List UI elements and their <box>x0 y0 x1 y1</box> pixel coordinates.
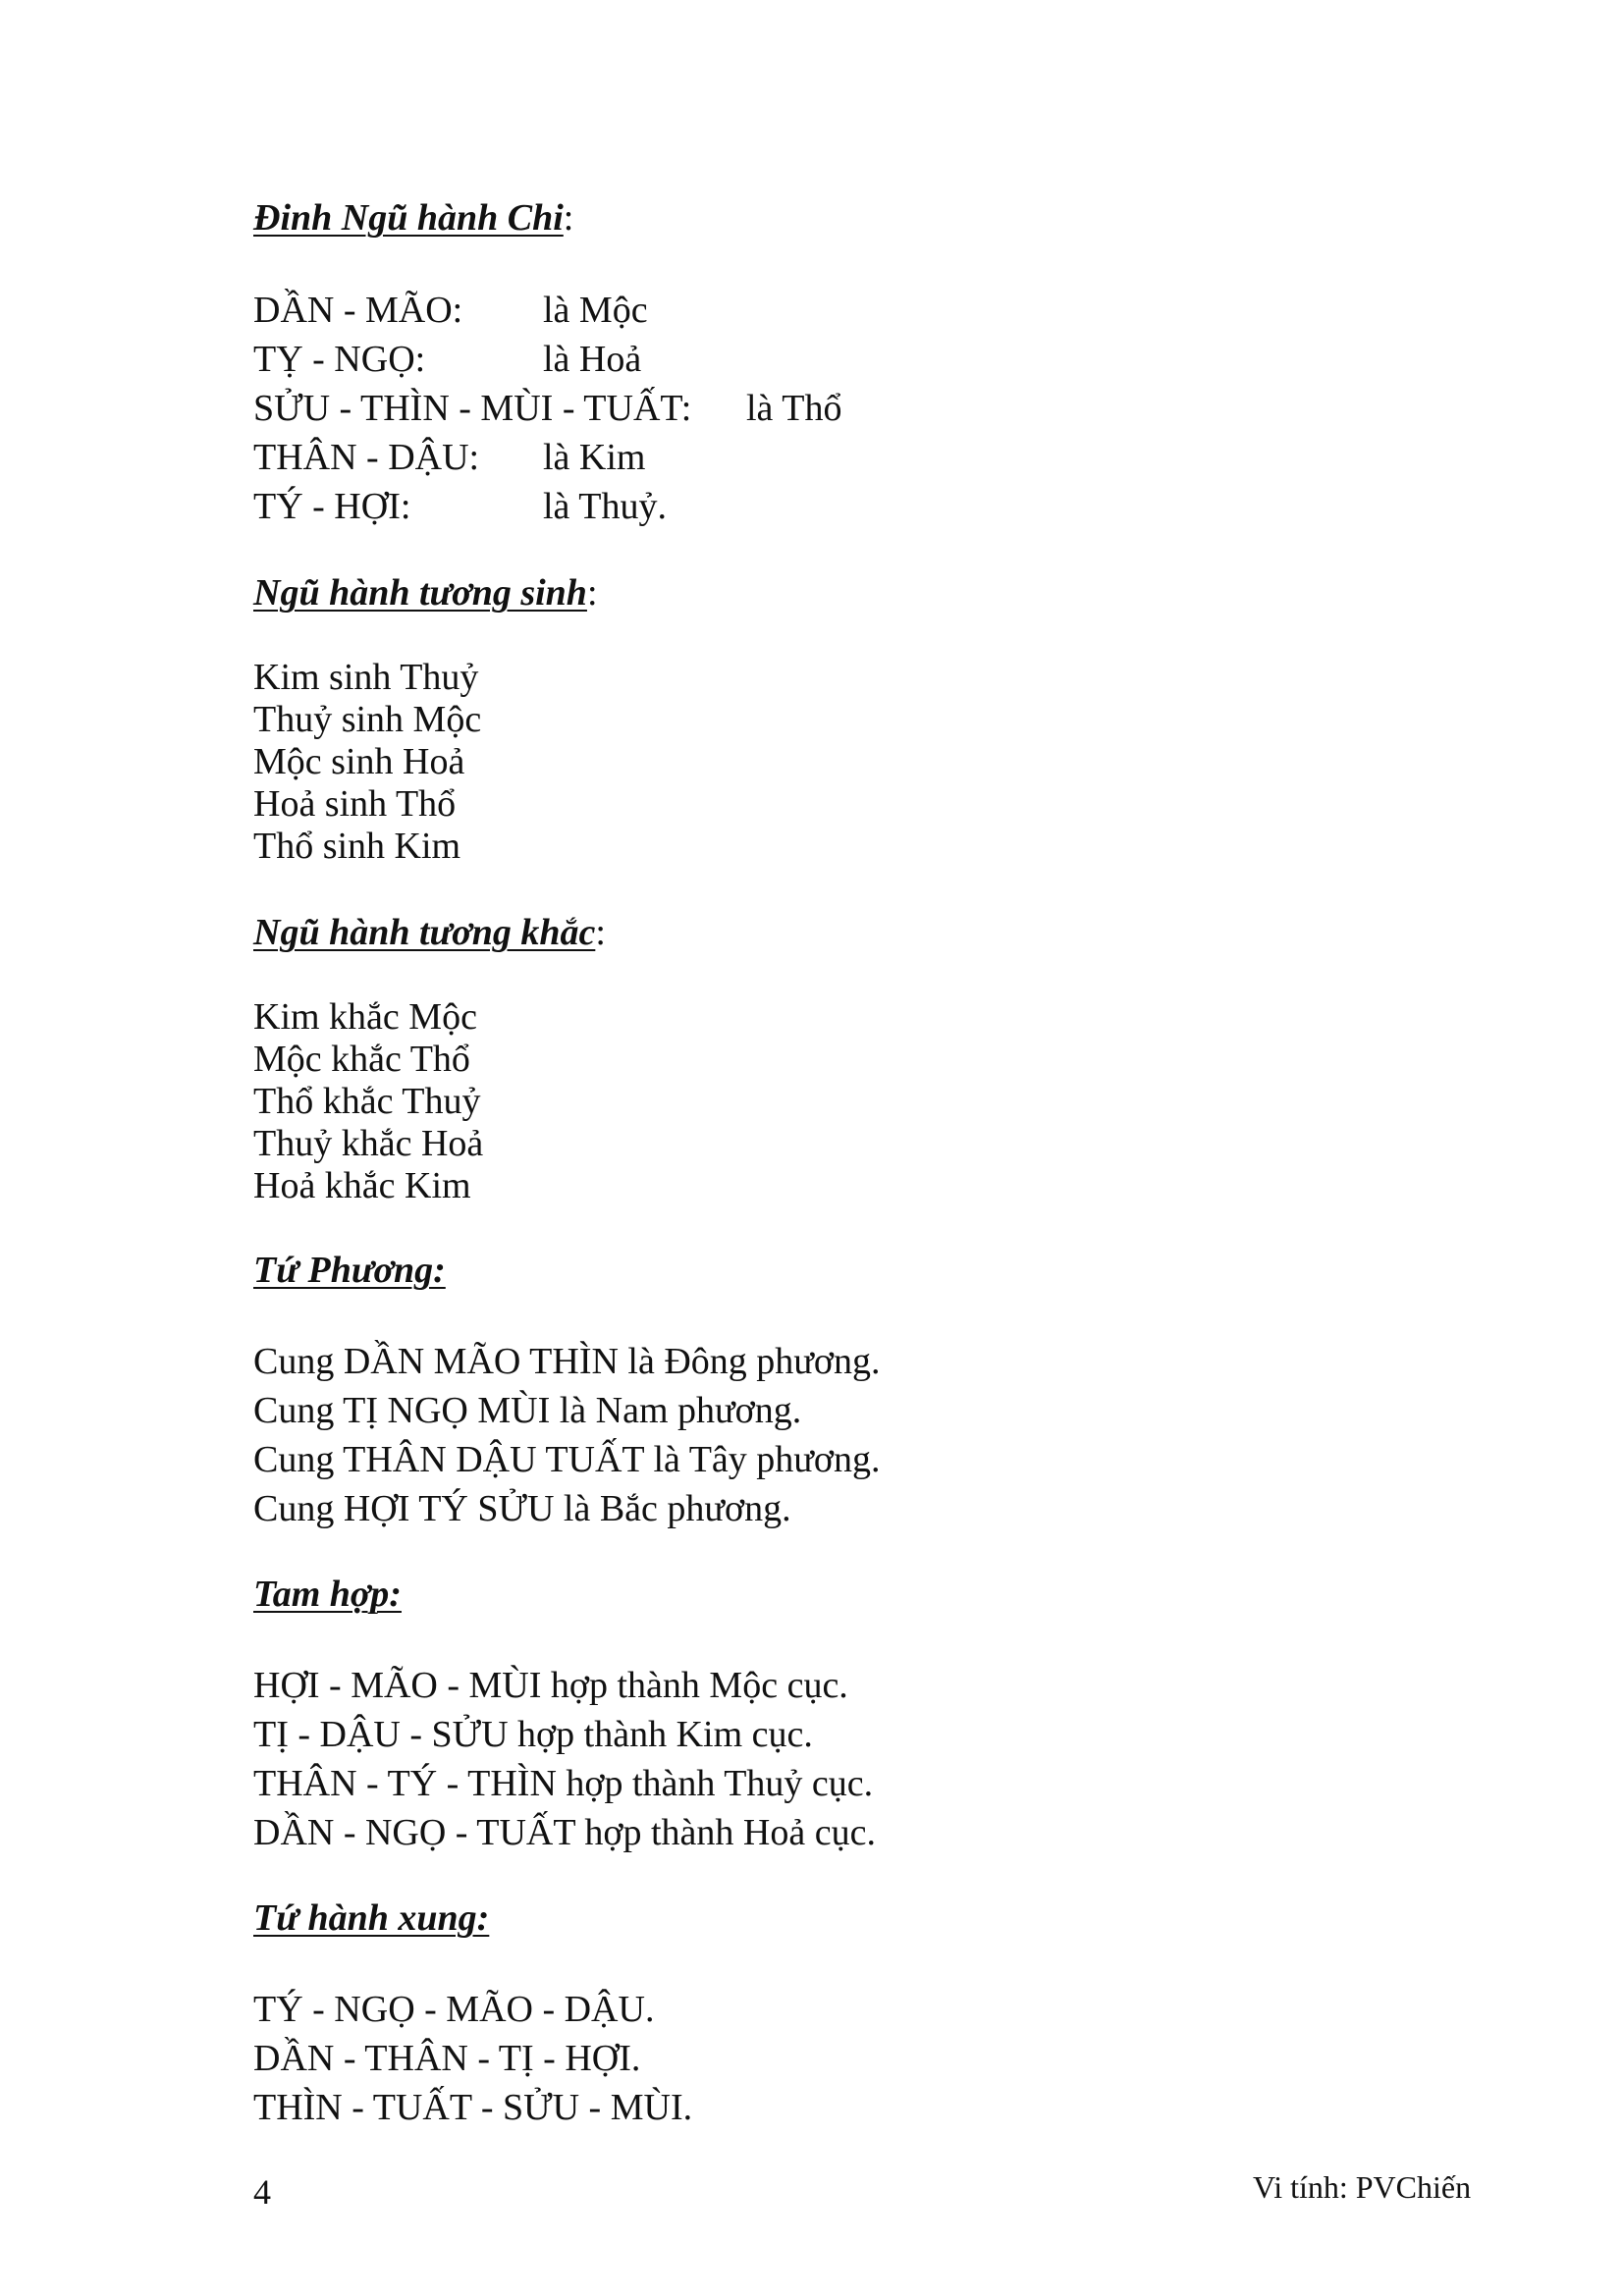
list-item: THÌN - TUẤT - SỬU - MÙI. <box>253 2087 693 2128</box>
list-item: THÂN - TÝ - THÌN hợp thành Thuỷ cục. <box>253 1763 874 1804</box>
section-heading-tam-hop <box>253 1573 402 1616</box>
list-item: Thuỷ khắc Hoả <box>253 1123 484 1164</box>
heading-text: Ngũ hành tương khắc <box>253 912 596 953</box>
list-item: Hoả khắc Kim <box>253 1165 471 1206</box>
branch-label: TỴ - NGỌ: <box>253 339 426 380</box>
heading-text: Tứ Phương: <box>253 1250 446 1291</box>
list-item: Mộc khắc Thổ <box>253 1039 470 1080</box>
section-heading-tu-hanh-xung <box>253 1896 489 1940</box>
element-label: là Thổ <box>746 388 842 429</box>
list-item: HỢI - MÃO - MÙI hợp thành Mộc cục. <box>253 1665 848 1706</box>
heading-colon: : <box>595 912 606 953</box>
list-item: Hoả sinh Thổ <box>253 783 457 825</box>
footer-credit: Vi tính: PVChiến <box>1253 2169 1472 2205</box>
heading-text: Đinh Ngũ hành Chi <box>253 197 564 239</box>
list-item: TÝ - NGỌ - MÃO - DẬU. <box>253 1989 655 2030</box>
list-item: TỊ - DẬU - SỬU hợp thành Kim cục. <box>253 1714 813 1755</box>
heading-colon: : <box>563 197 574 239</box>
list-item: Thổ sinh Kim <box>253 826 461 867</box>
element-label: là Mộc <box>543 290 648 331</box>
branch-label: SỬU - THÌN - MÙI - TUẤT: <box>253 388 692 429</box>
branch-label: DẦN - MÃO: <box>253 290 463 331</box>
list-item: DẦN - THÂN - TỊ - HỢI. <box>253 2038 641 2079</box>
list-item: Cung TỊ NGỌ MÙI là Nam phương. <box>253 1390 802 1431</box>
list-item: Cung DẦN MÃO THÌN là Đông phương. <box>253 1341 881 1382</box>
list-item: Mộc sinh Hoả <box>253 741 465 782</box>
element-label: là Hoả <box>543 339 642 380</box>
element-label: là Thuỷ. <box>543 486 667 527</box>
list-item: Thổ khắc Thuỷ <box>253 1081 481 1122</box>
list-item: DẦN - NGỌ - TUẤT hợp thành Hoả cục. <box>253 1812 876 1853</box>
element-label: là Kim <box>543 437 646 478</box>
heading-colon: : <box>586 572 598 614</box>
section-heading-tu-phuong <box>253 1249 446 1292</box>
branch-label: THÂN - DẬU: <box>253 437 480 478</box>
heading-text: Tam hợp: <box>253 1574 402 1615</box>
section-heading-tuong-sinh <box>253 571 598 614</box>
list-item: Cung THÂN DẬU TUẤT là Tây phương. <box>253 1439 881 1480</box>
heading-text: Ngũ hành tương sinh <box>253 572 587 614</box>
list-item: Cung HỢI TÝ SỬU là Bắc phương. <box>253 1488 791 1529</box>
list-item: Kim sinh Thuỷ <box>253 657 479 698</box>
section-heading-tuong-khac <box>253 911 606 954</box>
branch-label: TÝ - HỢI: <box>253 486 411 527</box>
list-item: Kim khắc Mộc <box>253 996 477 1038</box>
heading-text: Tứ hành xung: <box>253 1897 490 1939</box>
section-heading-dinh-ngu-hanh-chi <box>253 196 573 240</box>
page-number: 4 <box>253 2172 271 2212</box>
list-item: Thuỷ sinh Mộc <box>253 699 482 740</box>
